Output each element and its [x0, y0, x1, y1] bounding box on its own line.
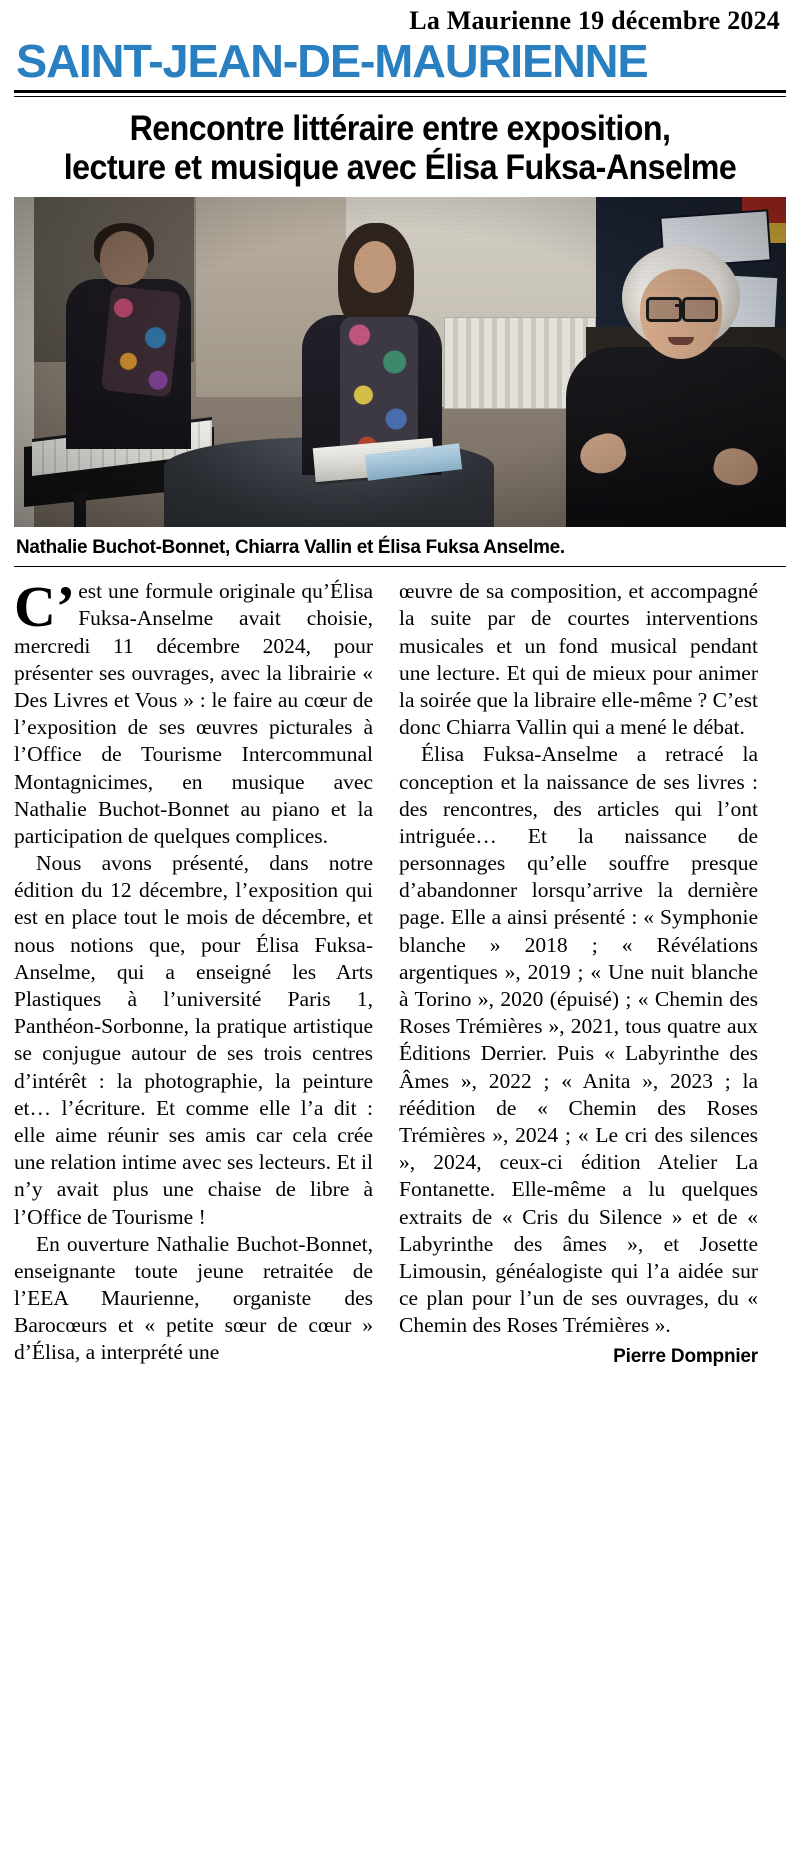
- paragraph: œuvre de sa composition, et accompagné la suite par de courtes interventions musicales et un fond musical pendant une lecture. Et qui de mieux pour animer la soirée que la libraire elle-même ? C’est donc Chiarra Vallin qui a mené le débat.: [399, 579, 758, 740]
- divider-thick: [14, 90, 786, 93]
- article-body: [14, 574, 786, 1369]
- article-column-left: [14, 574, 373, 1369]
- article-column-right: [399, 578, 758, 1369]
- commune-title: SAINT-JEAN-DE-MAURIENNE: [16, 35, 648, 87]
- edition-line: La Maurienne 19 décembre 2024: [409, 6, 780, 35]
- divider-caption: [14, 566, 786, 567]
- paragraph: C’est une formule originale qu’Élisa Fuksa-Anselme avait choisie, mercredi 11 décembre 2024, pour présenter ses ouvrages, avec la librairie « Des Livres et Vous » : le faire au cœur de l’exposition de ses œuvres picturales à l’Office de Tourisme Intercommunal Montagnicimes, en musique avec Nathalie Buchot-Bonnet au piano et la participation de quelques complices.: [14, 574, 373, 848]
- headline-line-1: Rencontre littéraire entre exposition,: [129, 108, 671, 148]
- photo-scene: [14, 197, 786, 527]
- divider-thin: [14, 96, 786, 97]
- paragraph: Nous avons présenté, dans notre édition du 12 décembre, l’exposition qui est en place tout le mois de décembre, et nous notions que, pour Élisa Fuksa-Anselme, qui a enseigné les Arts Plastiques à l’université Paris 1, Panthéon-Sorbonne, la pratique artistique se conjugue autour de ses trois centres d’intérêt : la photographie, la peinture et… l’écriture. Et comme elle l’a dit : elle aime réunir ses amis car cela crée une relation intime avec ses lecteurs. Et il n’y avait plus une chaise de libre à l’Office de Tourisme !: [14, 851, 373, 1229]
- paragraph: En ouverture Nathalie Buchot-Bonnet, enseignante toute jeune retraitée de l’EEA Maurienne, organiste des Barocœurs et « petite sœur de cœur » d’Élisa, a interprété une: [14, 1231, 373, 1365]
- article-photo: [14, 197, 786, 527]
- photo-caption: Nathalie Buchot-Bonnet, Chiarra Vallin et Élisa Fuksa Anselme.: [16, 536, 565, 559]
- article-byline: Pierre Dompnier: [613, 1346, 758, 1368]
- paragraph: Élisa Fuksa-Anselme a retracé la conception et la naissance de ses livres : des rencontres, des articles qui l’ont intriguée… Et la naissance de personnages qu’elle souffre presque d’abandonner lorsqu’arrive la dernière page. Elle a ainsi présenté : « Symphonie blanche » 2018 ; « Révélations argentiques », 2019 ; « Une nuit blanche à Torino », 2020 (épuisé) ; « Chemin des Roses Trémières », 2021, tous quatre aux Éditions Derrier. Puis « Labyrinthe des Âmes », 2022 ; « Anita », 2023 ; la réédition de « Chemin des Roses Trémières », 2024 ; « Le cri des silences », 2024, ceux-ci édition Atelier La Fontanette. Elle-même a lu quelques extraits de « Cris du Silence » et de « Labyrinthe des âmes », et Josette Limousin, généalogiste qui l’a aidée sur ce plan pour l’un de ses ouvrages, du « Chemin des Roses Trémières ».: [399, 742, 758, 1338]
- page-title: [45, 109, 755, 187]
- photo-vignette-overlay: [14, 197, 786, 527]
- headline-line-2: lecture et musique avec Élisa Fuksa-Anselme: [63, 148, 737, 188]
